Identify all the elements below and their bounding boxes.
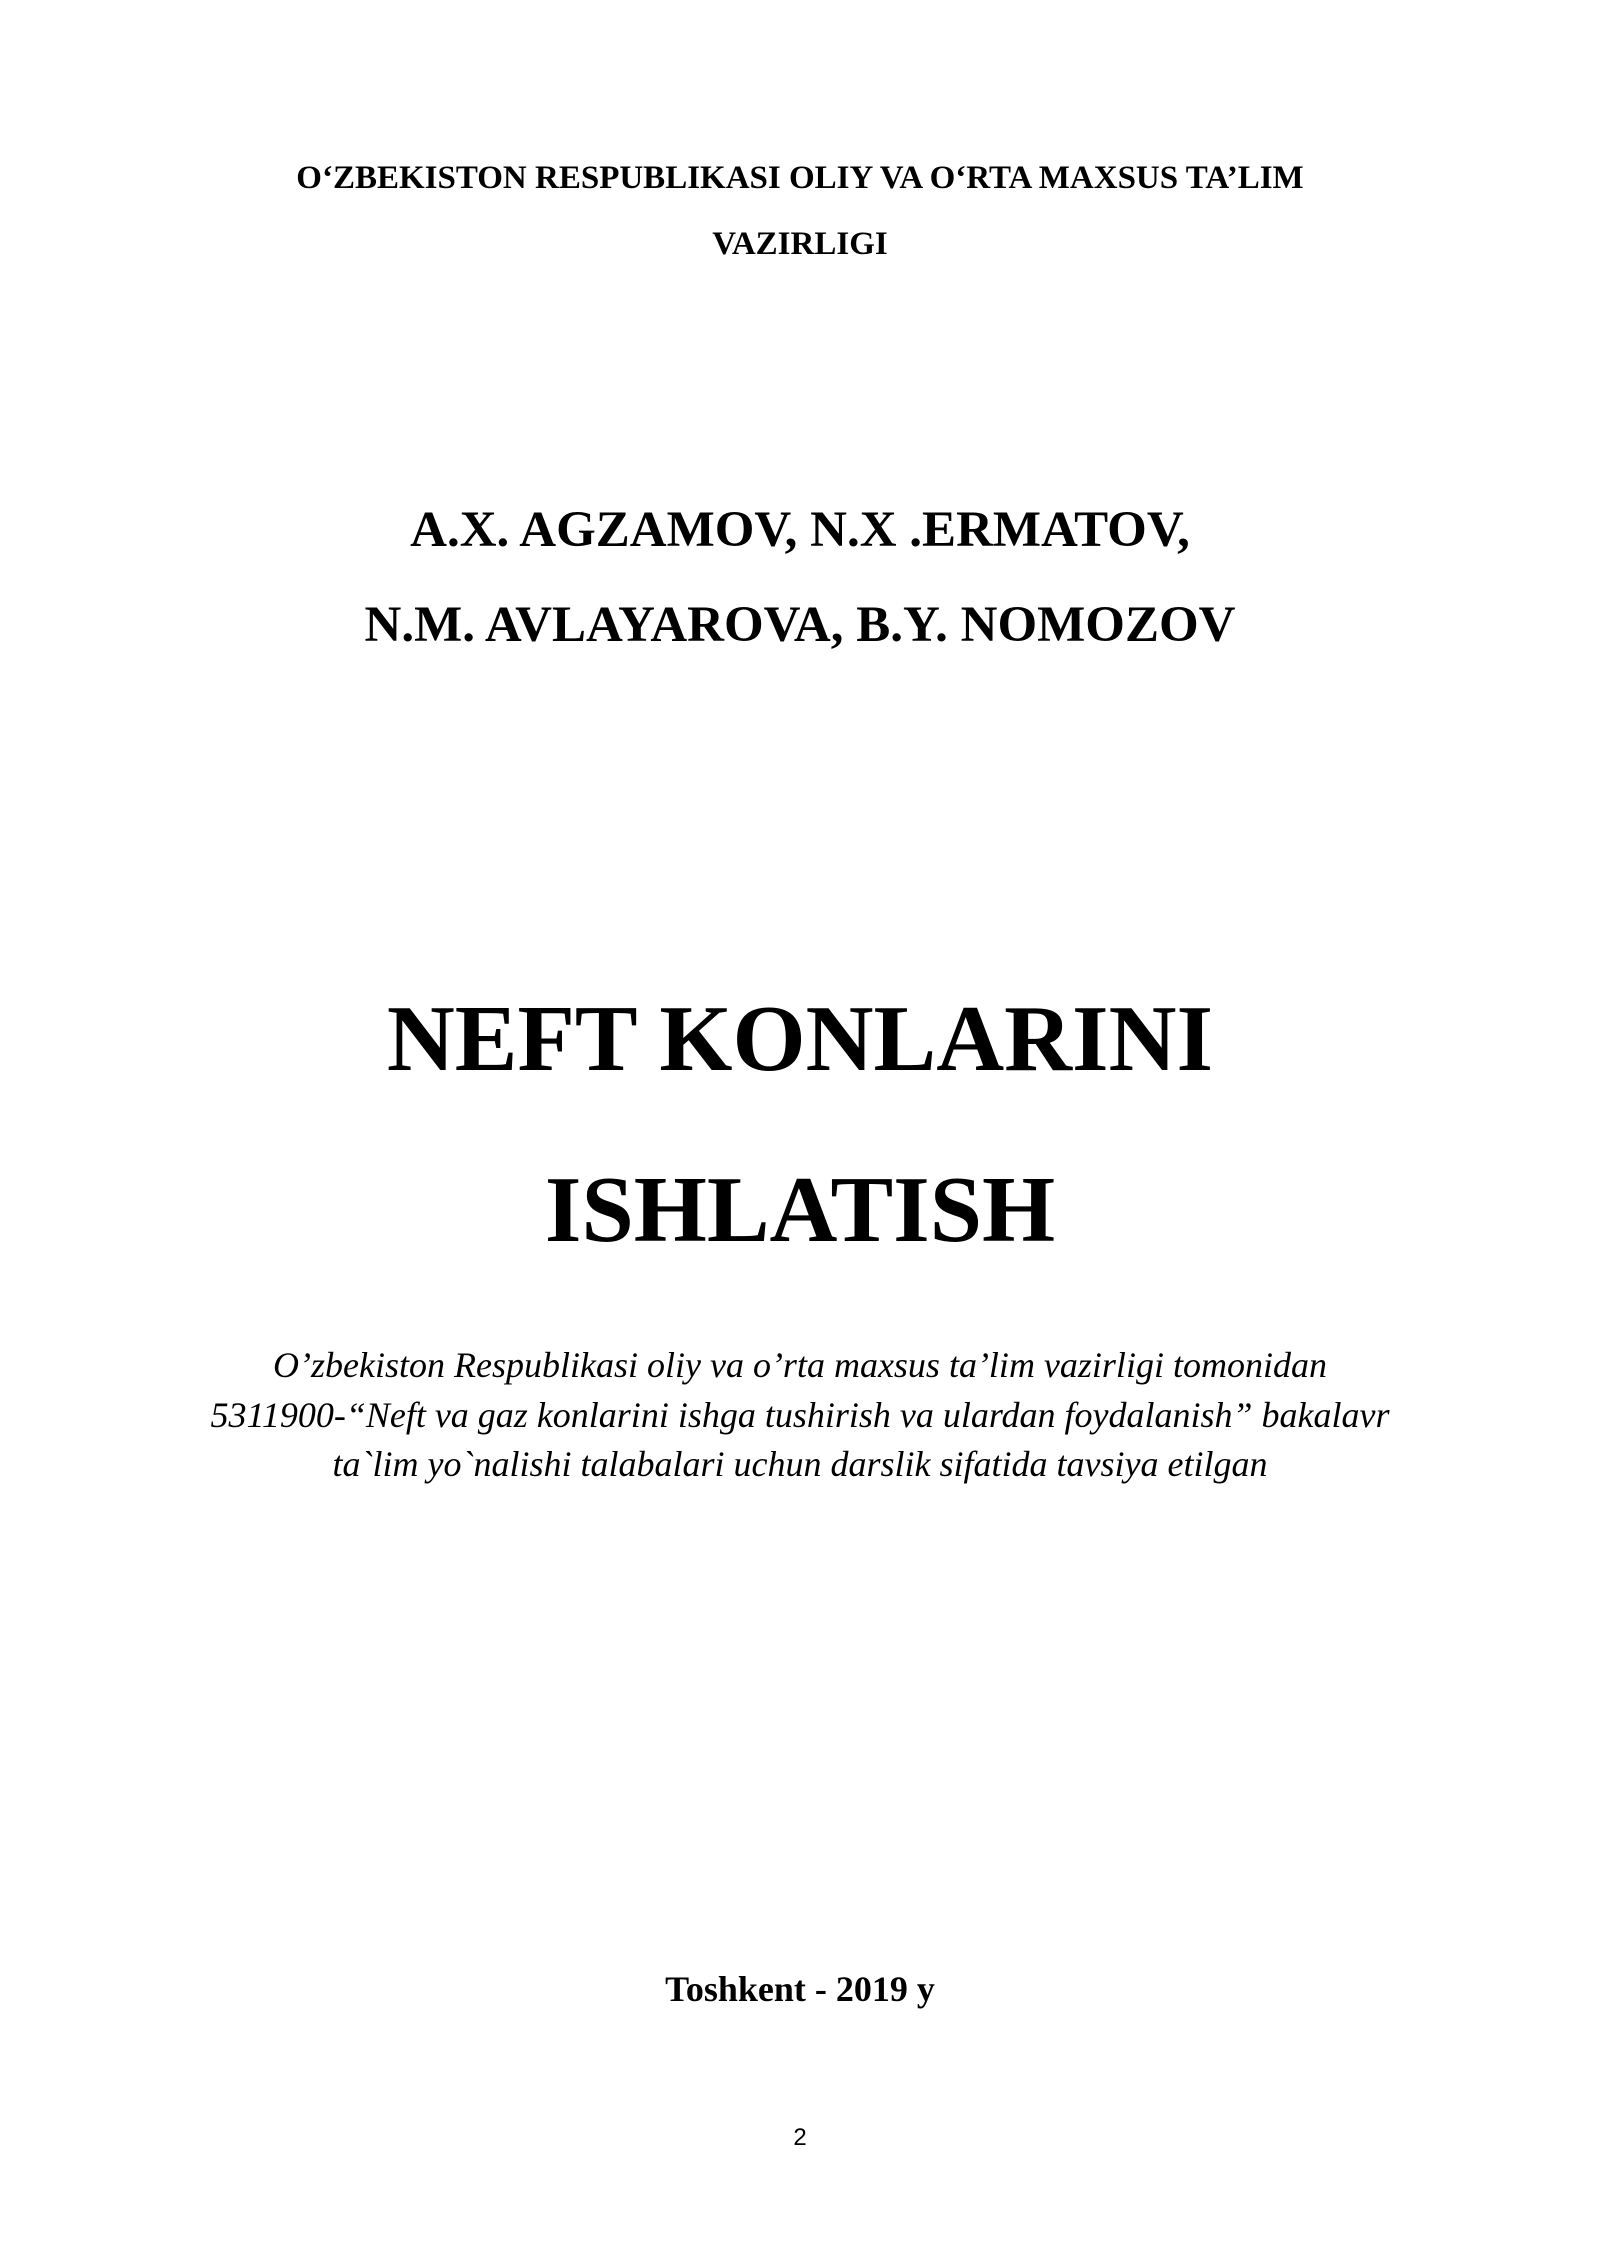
city-year: Toshkent - 2019 y [665,1969,935,2009]
authors-line-1: A.X. AGZAMOV, N.X .ERMATOV, [410,502,1190,558]
book-title-line-1: NEFT KONLARINI [386,987,1214,1091]
recommendation-line-3: ta`lim yo`nalishi talabalari uchun darslik sifatida tavsiya etilgan [332,1444,1268,1484]
page-number: 2 [793,2124,807,2151]
ministry-line-1: O‘ZBEKISTON RESPUBLIKASI OLIY VA O‘RTA MAXSUS TA’LIM [296,160,1304,196]
recommendation-line-2: 5311900-“Neft va gaz konlarini ishga tushirish va ulardan foydalanish” bakalavr [210,1395,1390,1435]
recommendation-line-1: O’zbekiston Respublikasi oliy va o’rta maxsus ta’lim vazirligi tomonidan [273,1345,1327,1385]
book-title-line-2: ISHLATISH [544,1158,1056,1262]
ministry-line-2: VAZIRLIGI [712,226,888,262]
authors-line-2: N.M. AVLAYAROVA, B.Y. NOMOZOV [364,597,1236,653]
